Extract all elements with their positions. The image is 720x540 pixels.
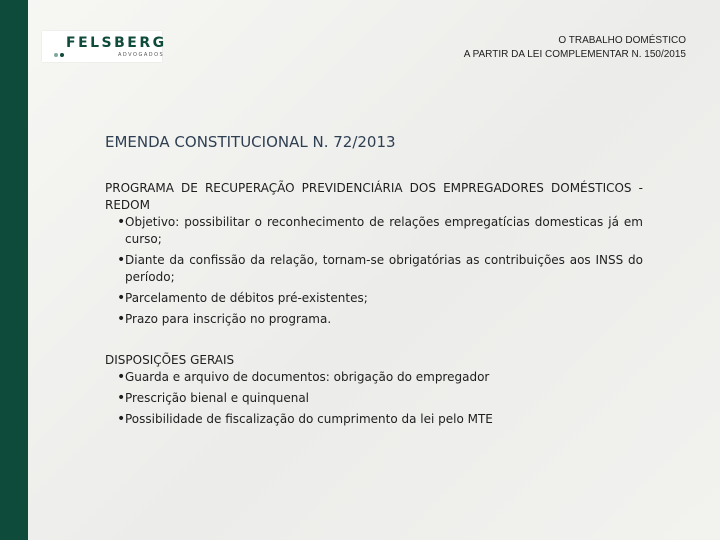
list-item: • Objetivo: possibilitar o reconhecimento de relações empregatícias domesticas já em curso; [105, 214, 643, 248]
list-item: • Parcelamento de débitos pré-existentes; [105, 290, 643, 307]
section-spacer [105, 332, 643, 352]
list-item: • Prazo para inscrição no programa. [105, 311, 643, 328]
logo-dots-icon [54, 42, 66, 61]
logo-subtitle: ADVOGADOS [118, 52, 165, 58]
header-line-1: O TRABALHO DOMÉSTICO [558, 35, 686, 46]
slide-content [105, 180, 643, 432]
felsberg-logo [42, 31, 167, 62]
presentation-header [464, 34, 686, 62]
bullet-list [105, 214, 643, 328]
section-general-provisions [105, 352, 643, 428]
section-redom [105, 180, 643, 328]
list-item: • Prescrição bienal e quinquenal [105, 390, 643, 407]
section-heading: PROGRAMA DE RECUPERAÇÃO PREVIDENCIÁRIA DOS EMPREGADORES DOMÉSTICOS - REDOM [105, 181, 643, 212]
list-item: • Guarda e arquivo de documentos: obrigação do empregador [105, 369, 643, 386]
section-heading: DISPOSIÇÕES GERAIS [105, 353, 235, 367]
slide-title: EMENDA CONSTITUCIONAL N. 72/2013 [105, 133, 396, 151]
list-item: • Possibilidade de fiscalização do cumprimento da lei pelo MTE [105, 411, 643, 428]
list-item: • Diante da confissão da relação, tornam-se obrigatórias as contribuições aos INSS do período; [105, 252, 643, 286]
header-line-2: A PARTIR DA LEI COMPLEMENTAR N. 150/2015 [463, 49, 686, 60]
logo-name: FELSBERG [66, 35, 167, 51]
bullet-list [105, 369, 643, 428]
sidebar-stripe [0, 0, 28, 540]
